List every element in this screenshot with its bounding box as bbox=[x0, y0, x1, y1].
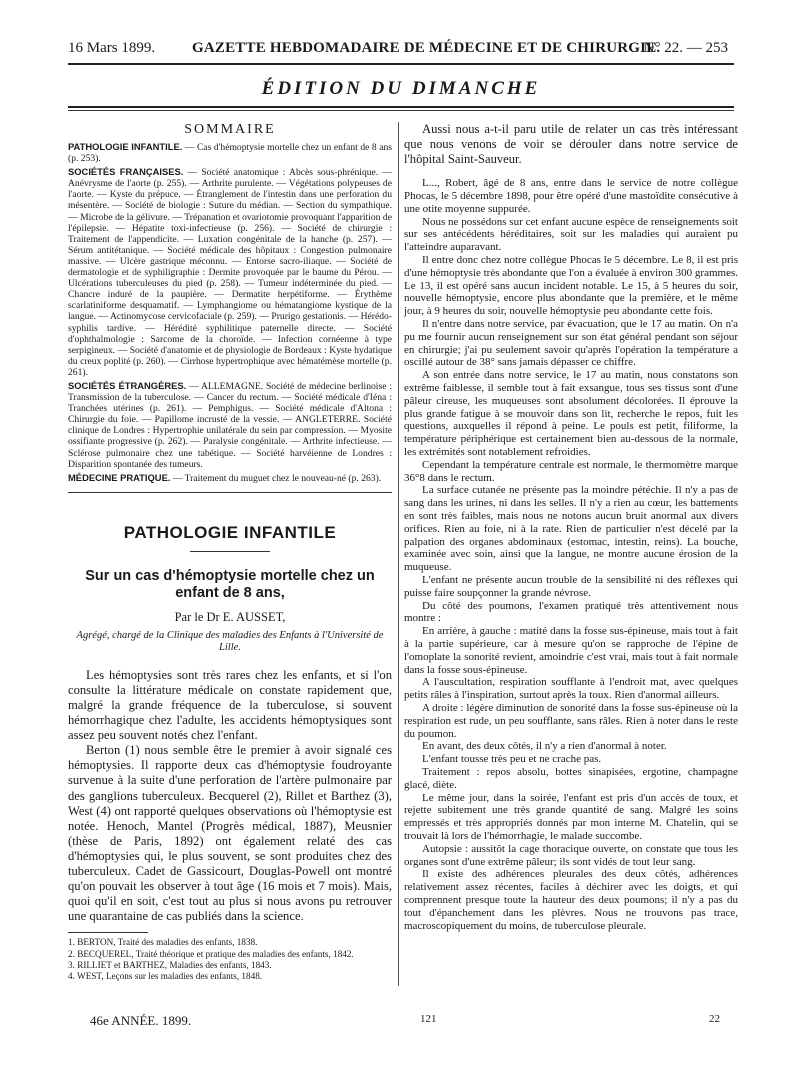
case-paragraph: Nous ne possédons sur cet enfant aucune espèce de renseignements soit sur ses antécédents héréditaires, soit sur les maladies qui auraient pu l'atteindre auparavant. bbox=[404, 215, 738, 254]
sommaire-entry bbox=[68, 472, 392, 484]
sommaire-heading: PATHOLOGIE INFANTILE. bbox=[68, 141, 183, 152]
sommaire-text: — ALLEMAGNE. Société de médecine berlinoise : Transmission de la tuberculose. — Cancer du rectum. — Société médicale d'Iéna : Tranchées utérines (p. 261). — Pemphigus. — Société médicale d'Altona : Chirurgie du foie. — Papillome incrusté de la vessie. — ANGLETERRE. Société clinique de Londres : Hypertrophie unilatérale du sein par compression. — Myosite ossifiante progressive (p. 262). — Paralysie congénitale. — Arthrite infectieuse. — Sclérose pulmonaire chez une tabétique. — Société harvéienne de Londres : Disparition spontanée des tumeurs. bbox=[68, 380, 392, 470]
article-title: Sur un cas d'hémoptysie mortelle chez un enfant de 8 ans, bbox=[85, 567, 375, 601]
case-paragraph: L'enfant tousse très peu et ne crache pas. bbox=[422, 753, 602, 766]
case-paragraph: Cependant la température centrale est normale, le thermomètre marque 36°8 dans le rectum. bbox=[404, 458, 738, 484]
case-paragraph: En arrière, à gauche : matité dans la fosse sus-épineuse, mais tout à fait à la partie supérieure, car à mesure qu'on se rapproche de l'épine de l'omoplate la sonorité revient, amoindrie c'est vrai, mais tout à fait normale dans la fosse sous-épineuse. bbox=[404, 625, 738, 676]
footnote-rule bbox=[68, 932, 148, 933]
journal-title: GAZETTE HEBDOMADAIRE DE MÉDECINE ET DE CHIRURGIE. bbox=[192, 40, 661, 56]
edition-rule-top bbox=[68, 106, 734, 108]
page-footer bbox=[68, 1013, 734, 1031]
case-paragraph: Il existe des adhérences pleurales des deux côtés, adhérences relativement assez récentes, faciles à déchirer avec les doigts, et qui comprennent presque toute la hauteur des deux poumons; il n'y a pas du tout d'épanchement dans les plèvres. Nous ne trouvons pas trace, macroscopiquement du moins, de tuberculose pleurale. bbox=[404, 868, 738, 932]
volume-year: 46e ANNÉE. 1899. bbox=[90, 1013, 192, 1028]
article-affiliation: Agrégé, chargé de la Clinique des maladies des Enfants à l'Université de Lille. bbox=[76, 629, 384, 653]
case-paragraph: Il n'entre dans notre service, par évacuation, que le 17 au matin. On n'a pu me fournir aucun renseignement sur son état général pendant son séjour en chirurgie; j'ai pu seulement savoir qu'après l'opération la température a oscillé autour de 38° sans jamais dépasser ce chiffre. bbox=[404, 318, 738, 369]
footnote: 4. WEST, Leçons sur les maladies des enfants, 1848. bbox=[68, 971, 263, 982]
sommaire-heading: SOCIÉTÉS ÉTRANGÈRES. bbox=[68, 379, 187, 391]
footnote: 1. BERTON, Traité des maladies des enfants, 1838. bbox=[68, 937, 258, 948]
sommaire-entry bbox=[68, 380, 392, 470]
article-paragraph: Berton (1) nous semble être le premier à avoir signalé ces hémoptysies. Il rapporte deux cas d'hémoptysie foudroyante survenue à la suite d'une perforation de l'artère pulmonaire par des ganglions tuberculeux. Becquerel (2), Rillet et Barthez (3), West (4) ont rapporté quelques observations où l'hémoptysie est notée. Henoch, Mantel (Progrès médical, 1887), Meusnier (thèse de Paris, 1892) ont également relaté des cas d'hémoptysies qui, le plus souvent, se sont produites chez des tuberculeux. Cadet de Gassicourt, Douglas-Powell ont montré qu'on pouvait les observer à tout âge (16 mois et 7 mois). Mais, quoi qu'il en soit, c'est tout au plus si nous avons pu retrouver une quarantaine de cas publiés dans la science. bbox=[68, 743, 392, 924]
footnote: 3. RILLIET et BARTHEZ, Maladies des enfants, 1843. bbox=[68, 960, 272, 970]
case-paragraph: Du côté des poumons, l'examen pratiqué très attentivement nous montre : bbox=[404, 599, 738, 625]
article-paragraph: Les hémoptysies sont très rares chez les enfants, et si l'on consulte la littérature médicale on constate rapidement que, malgré la grande fréquence de la tuberculose, si souvent hémorrhagique chez l'adulte, les accidents hémoptysiques sont assez peu souvent notés chez l'enfant. bbox=[68, 667, 392, 743]
case-paragraph: A droite : légère diminution de sonorité dans la fosse sus-épineuse où la respiration est rude, un peu soufflante, sans râles. Rien à noter dans le reste du poumon. bbox=[404, 701, 738, 740]
issue-number: N° 22. — 253 bbox=[643, 40, 728, 56]
page-number: 121 bbox=[420, 1013, 437, 1025]
sommaire-text: — Société anatomique : Abcès sous-phrénique. — Anévrysme de l'aorte (p. 255). — Arthrite purulente. — Végétations polypeuses de l'aorte. — Kyste du prépuce. — Étranglement de l'intestin dans une perforation du mésentère. — Société de biologie : Suture du médian. — Section du sympathique. — Microbe de la gélivure. — Trépanation et ovariotomie provoquant l'apparition de l'épilepsie. — Hépatite toxi-infectieuse (p. 256). — Société de chirurgie : Traitement de l'appendicite. — Luxation congénitale de la hanche (p. 257). — Sérum antitétanique. — Société médicale des hôpitaux : Congestion pulmonaire massive. — Ulcère gastrique méconnu. — Entorse sacro-iliaque. — Société de dermatologie et de syphiligraphie : Dermite provoquée par le baume du Pérou. — Ulcérations tuberculeuses du pied (p. 258). — Tumeur indéterminée du pied. — Chancre induré de la paupière. — Dermatite herpétiforme. — Érythème scarlatiniforme desquamatif. — Lymphangiome ou hématangiome kystique de la langue. — Actinomycose cervicofaciale (p. 259). — Prurigo gestationis. — Hérédo-syphilis tardive. — Hérédité syphilitique paternelle directe. — Société d'ophthalmologie : Sarcome de la choroïde. — Infection cornéenne à type serpigineux. — Société d'anatomie et de physiologie de Bordeaux : Kyste hydatique du creux poplité (p. 260). — Cirrhose hypertrophique avec hématémèse mortelle (p. 261). bbox=[68, 167, 392, 378]
case-paragraph: Le même jour, dans la soirée, l'enfant est pris d'un accès de toux, et rejette subitement une très grande quantité de sang. Malgré les soins empressés et très appropriés donnés par mon interne M. Chatelin, qui se trouvait là lors de l'hémorrhagie, le malade succombe. bbox=[404, 791, 738, 842]
column-divider bbox=[398, 122, 399, 986]
edition-rule-bottom bbox=[68, 110, 734, 111]
case-paragraph: En avant, des deux côtés, il n'y a rien d'anormal à noter. bbox=[422, 740, 667, 753]
case-paragraph: La surface cutanée ne présente pas la moindre pétéchie. Il n'y a pas de sang dans les urines, ni dans les selles. Il n'y a rien au cœur, les battements en sont très faibles, mais nous ne notons aucun bruit anormal aux divers orifices. Rien au foie, ni à la rate. Rien de particulier n'est décelé par la palpation des organes abdominaux (estomac, intestin, reins). La bouche, examinée avec soin, ainsi que la langue, ne montre aucune érosion de la muqueuse. bbox=[404, 484, 738, 574]
sommaire-text: — Traitement du muguet chez le nouveau-né (p. 263). bbox=[170, 472, 382, 484]
edition-title: ÉDITION DU DIMANCHE bbox=[261, 78, 541, 99]
case-paragraph: L..., Robert, âgé de 8 ans, entre dans le service de notre collègue Phocas, le 5 décembre 1898, pour être opéré d'une mastoïdite consécutive à une otite moyenne suppurée. bbox=[404, 177, 738, 215]
left-column bbox=[68, 122, 392, 983]
case-paragraph: L'enfant ne présente aucun trouble de la sensibilité ni des réflexes qui puisse faire soupçonner la grande névrose. bbox=[404, 573, 738, 599]
sommaire-heading: MÉDECINE PRATIQUE. bbox=[68, 471, 171, 483]
section-title: PATHOLOGIE INFANTILE bbox=[123, 522, 337, 542]
case-paragraph: Autopsie : aussitôt la cage thoracique ouverte, on constate que tous les organes sont d'une extrême pâleur; ils sont vidés de tout leur sang. bbox=[404, 842, 738, 868]
section-divider bbox=[68, 492, 392, 493]
sommaire-title: SOMMAIRE bbox=[184, 122, 276, 137]
article-author: Par le Dr E. AUSSET, bbox=[174, 609, 286, 624]
case-paragraph: Il entre donc chez notre collègue Phocas le 5 décembre. Le 8, il est pris d'une hémoptysie très abondante que l'on a évaluée à environ 300 grammes. Le 13, il est opéré sans aucun incident notable. Le 15, à 5 heures du soir, nouvelle hémoptysie, encore plus abondante que la première, et le même jour, à 9 heures du soir, nouvelle hémoptysie peu abondante cette fois. bbox=[404, 254, 738, 318]
header-rule bbox=[68, 63, 734, 65]
case-paragraph: A l'auscultation, respiration soufflante à l'endroit mat, avec quelques petits râles à l'inspiration, surtout après la toux. Rien d'anormal ailleurs. bbox=[404, 676, 738, 702]
case-paragraph: Traitement : repos absolu, bottes sinapisées, ergotine, champagne glacé, diète. bbox=[404, 765, 738, 791]
signature-mark: 22 bbox=[709, 1013, 720, 1025]
sommaire-heading: SOCIÉTÉS FRANÇAISES. bbox=[68, 166, 184, 178]
footnote: 2. BECQUEREL, Traité théorique et pratique des maladies des enfants, 1842. bbox=[68, 948, 354, 959]
sommaire-text: — Cas d'hémoptysie mortelle chez un enfant de 8 ans (p. 253). bbox=[68, 142, 393, 165]
section-short-rule bbox=[190, 551, 270, 552]
right-column bbox=[404, 122, 738, 932]
page-header bbox=[68, 40, 734, 62]
sommaire-entry bbox=[68, 141, 392, 164]
article-intro-paragraph: Aussi nous a-t-il paru utile de relater un cas très intéressant que nous venons de voir se dérouler dans notre service de l'hôpital Saint-Sauveur. bbox=[404, 122, 738, 167]
case-paragraph: A son entrée dans notre service, le 17 au matin, nous constatons son extrême faiblesse, il semble tout à fait exsangue, tous ses tissus sont d'une pâleur cireuse, les muqueuses sont absolument décolorées. Il éprouve la plus grande fatigue à se mouvoir dans son lit, recherche le repos, fuit les questions, auxquelles il répond à peine. Le pouls est petit, filiforme, la température périphérique est certainement bien au-dessous de la normale, les extrémités sont notablement refroidies. bbox=[404, 369, 738, 459]
issue-date: 16 Mars 1899. bbox=[68, 40, 156, 56]
sommaire-entry bbox=[68, 166, 392, 378]
